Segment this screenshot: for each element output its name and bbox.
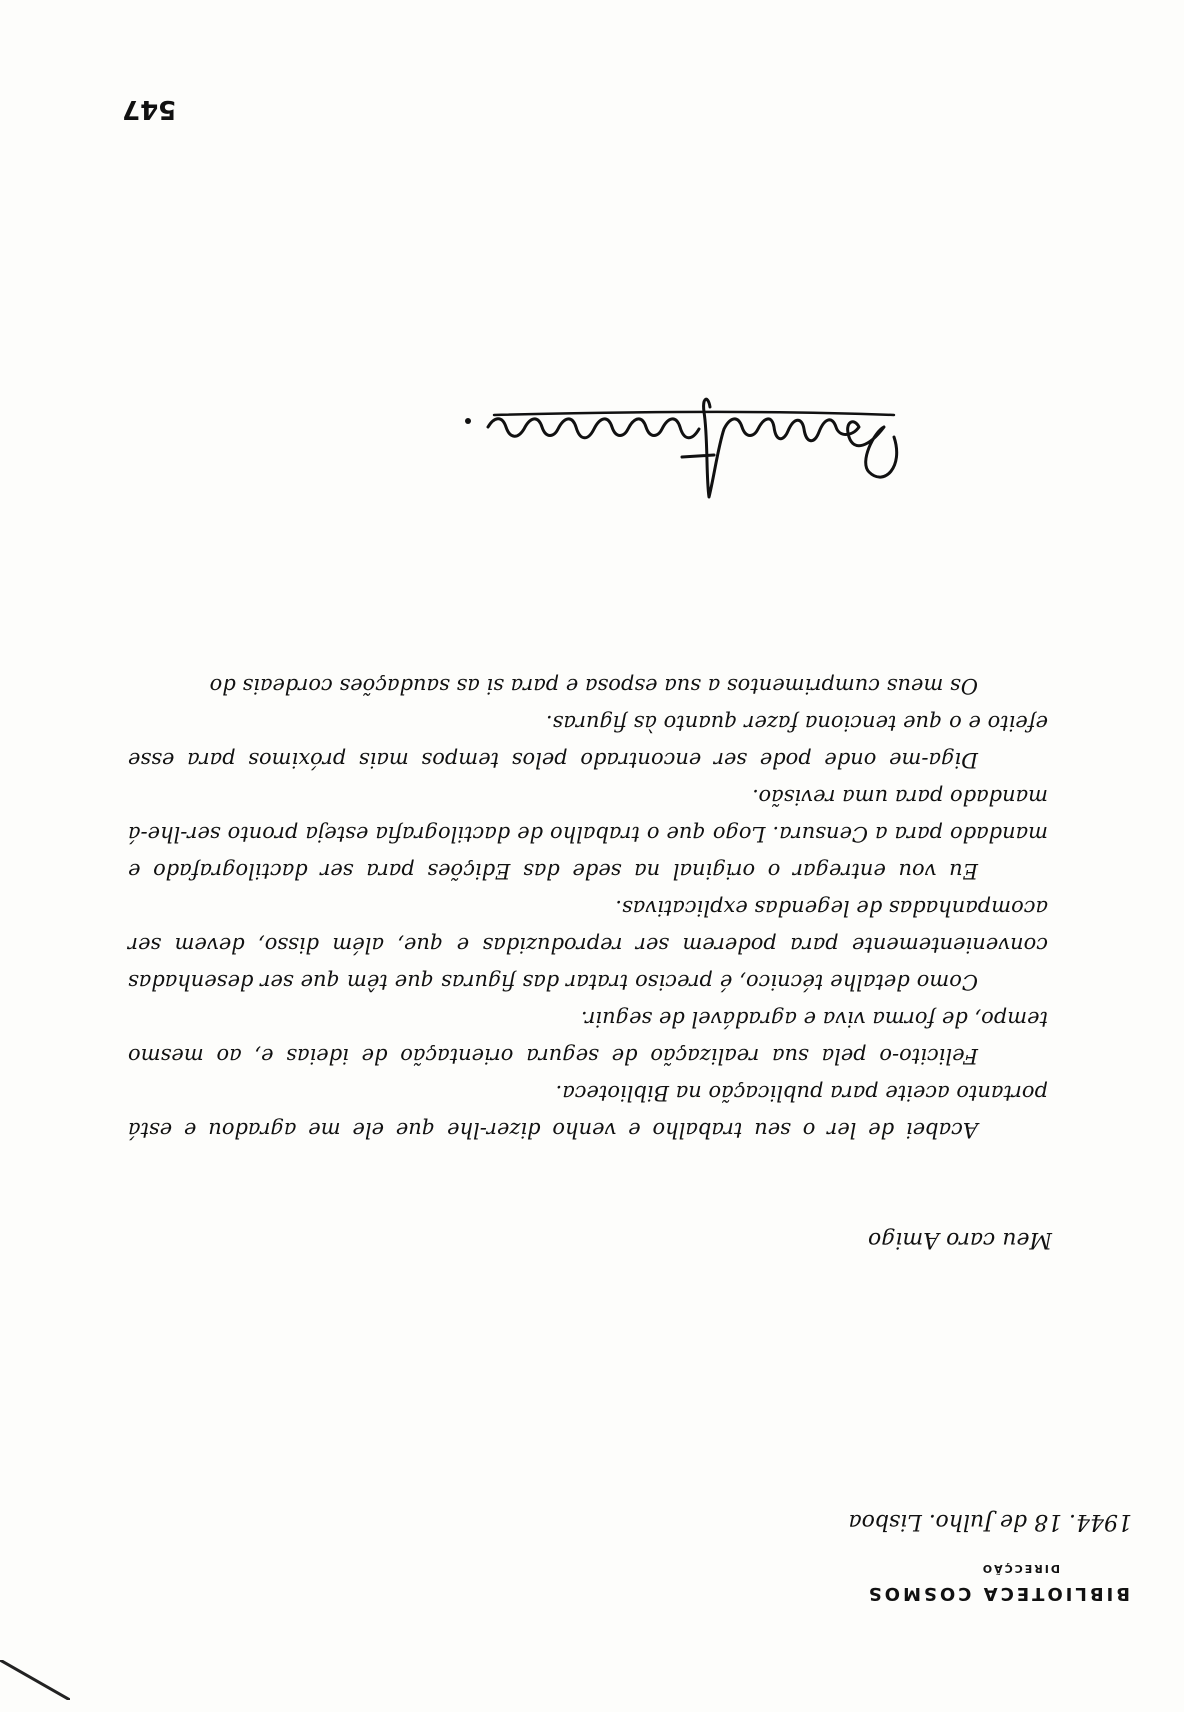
date-line: 1944. 18 de Julho. Lisboa [848,1509,1132,1534]
letterhead [770,1562,1130,1604]
page-number: 547 [122,94,177,124]
paragraph-2: Felicito-o pela sua realização de segura orientação de ideias e, ao mesmo tempo, de forma viva e agradável de seguir. [128,1007,1048,1068]
paragraph-1: Acabei de ler o seu trabalho e venho dizer-lhe que ele me agradou e está portanto aceite para publicação na Biblioteca. [128,1081,1048,1142]
paragraph-4: Eu vou entregar o original na sede das Edições para ser dactilografado e mandado para a Censura. Logo que o trabalho de dactilografia esteja pronto ser-lhe-á mandado para uma revisão. [128,785,1048,883]
paragraph-5: Diga-me onde pode ser encontrado pelos tempos mais próximos para esse efeito e o que tenciona fazer quanto às figuras. [128,711,1048,772]
organization-name: BIBLIOTECA COSMOS [865,1583,1130,1604]
scan-edge-mark [0,1660,70,1700]
handwritten-signature [444,387,914,507]
paragraph-3: Como detalhe técnico, é preciso tratar das figuras que têm que ser desenhadas convenientemente para poderem ser reproduzidas e que, além disso, devem ser acompanhadas de legendas explicativas. [128,896,1048,994]
letter-body [128,667,1048,1148]
department-name: DIRECÇÃO [980,1562,1060,1575]
paragraph-6: Os meus cumprimentos a sua esposa e para si as saudações cordeais do [209,674,978,698]
signature-drawing [444,387,914,507]
salutation: Meu caro Amigo [867,1227,1052,1252]
